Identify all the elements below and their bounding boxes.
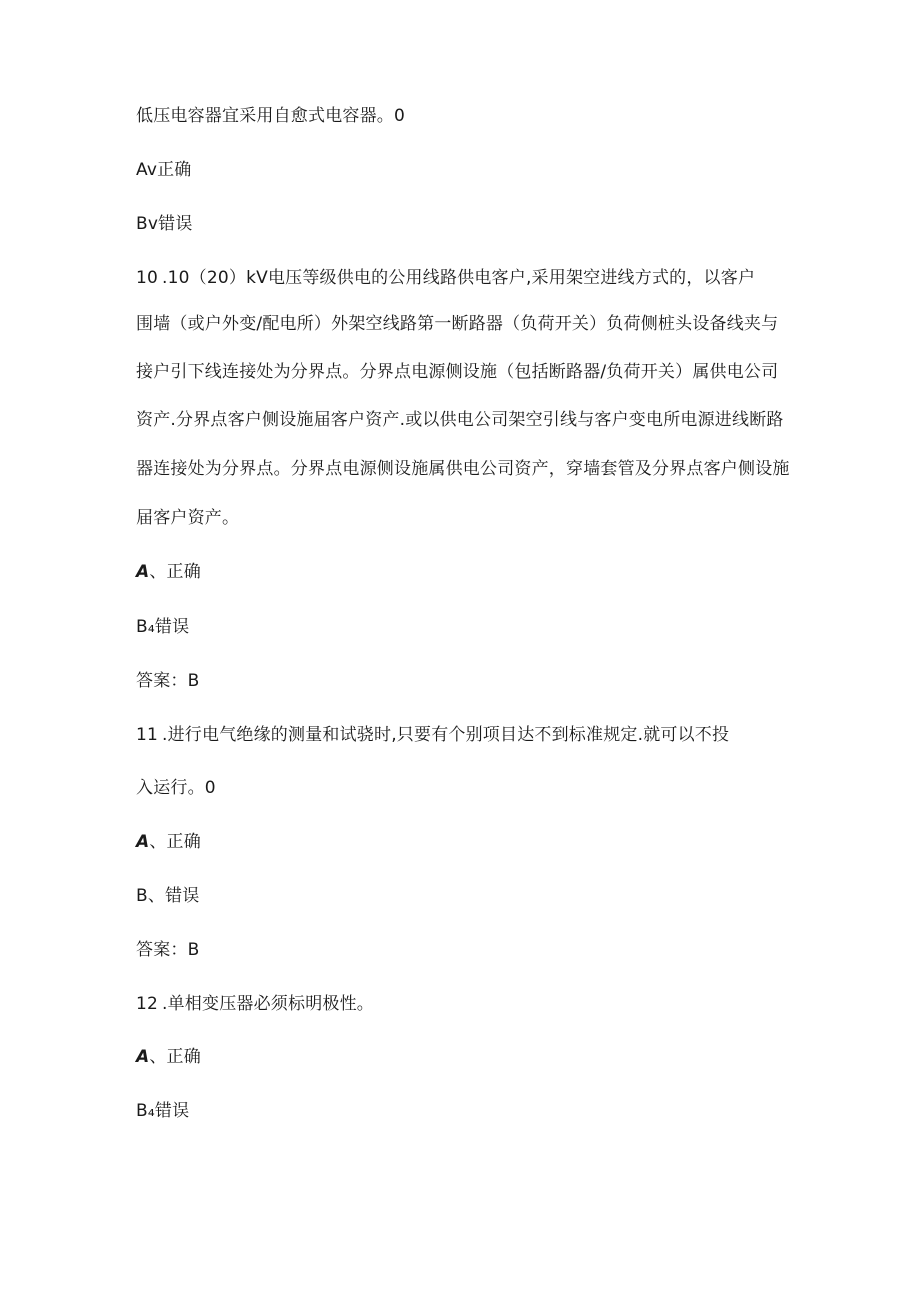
option-a-text: 、正确 (149, 832, 201, 852)
question-number: 11 (136, 725, 159, 745)
question-12-line-1 (136, 993, 374, 1015)
question-text: .10（20）kV电压等级供电的公用线路供电客户,采用架空进线方式的，以客户 (162, 268, 756, 288)
answer (136, 670, 199, 692)
question-10-line-6 (136, 507, 239, 529)
question-stem (136, 105, 405, 127)
answer-text: 答案：B (136, 940, 200, 960)
option-a-text: Av正确 (136, 160, 192, 180)
question-text: 届客户资产。 (136, 508, 240, 528)
option-a (136, 561, 201, 583)
option-b (136, 1100, 189, 1122)
question-text: 资产.分界点客户侧设施届客户资产.或以供电公司架空引线与客户变电所电源进线断路 (136, 410, 784, 430)
option-b-text: B、错误 (136, 886, 200, 906)
option-a-text: 、正确 (149, 1047, 201, 1067)
option-a-letter: A (136, 832, 150, 852)
question-11-line-1 (136, 724, 729, 746)
option-a (136, 159, 192, 181)
option-a (136, 831, 201, 853)
question-10-line-4 (136, 409, 784, 431)
option-b (136, 885, 199, 907)
option-a-letter: A (136, 1047, 150, 1067)
question-number: 12 (136, 994, 159, 1014)
question-text: 接户引下线连接处为分界点。分界点电源侧设施（包括断路器/负荷开关）属供电公司 (136, 362, 779, 382)
option-a-letter: A (136, 562, 150, 582)
question-10-line-3 (136, 361, 778, 383)
question-10-line-2 (136, 313, 778, 335)
question-text: 器连接处为分界点。分界点电源侧设施属供电公司资产，穿墙套管及分界点客户侧设施 (136, 459, 790, 479)
option-b-text: B₄错误 (136, 617, 190, 637)
question-10-line-1 (136, 267, 755, 289)
question-11-line-2 (136, 777, 216, 799)
answer-text: 答案：B (136, 671, 200, 691)
option-a-text: 、正确 (149, 562, 201, 582)
answer (136, 939, 199, 961)
question-10-line-5 (136, 458, 790, 480)
option-b (136, 213, 193, 235)
question-text: 入运行。0 (136, 778, 216, 798)
question-text: 低压电容器宜采用自愈式电容器。0 (136, 106, 406, 126)
option-b (136, 616, 189, 638)
question-text: .单相变压器必须标明极性。 (162, 994, 375, 1014)
option-b-text: B₄错误 (136, 1101, 190, 1121)
option-b-text: Bv错误 (136, 214, 193, 234)
question-number: 10 (136, 268, 159, 288)
option-a (136, 1046, 201, 1068)
question-text: 围墙（或户外变/配电所）外架空线路第一断路器（负荷开关）负荷侧桩头设备线夹与 (136, 314, 779, 334)
question-text: .进行电气绝缘的测量和试骁时,只要有个别项目达不到标准规定.就可以不投 (162, 725, 730, 745)
